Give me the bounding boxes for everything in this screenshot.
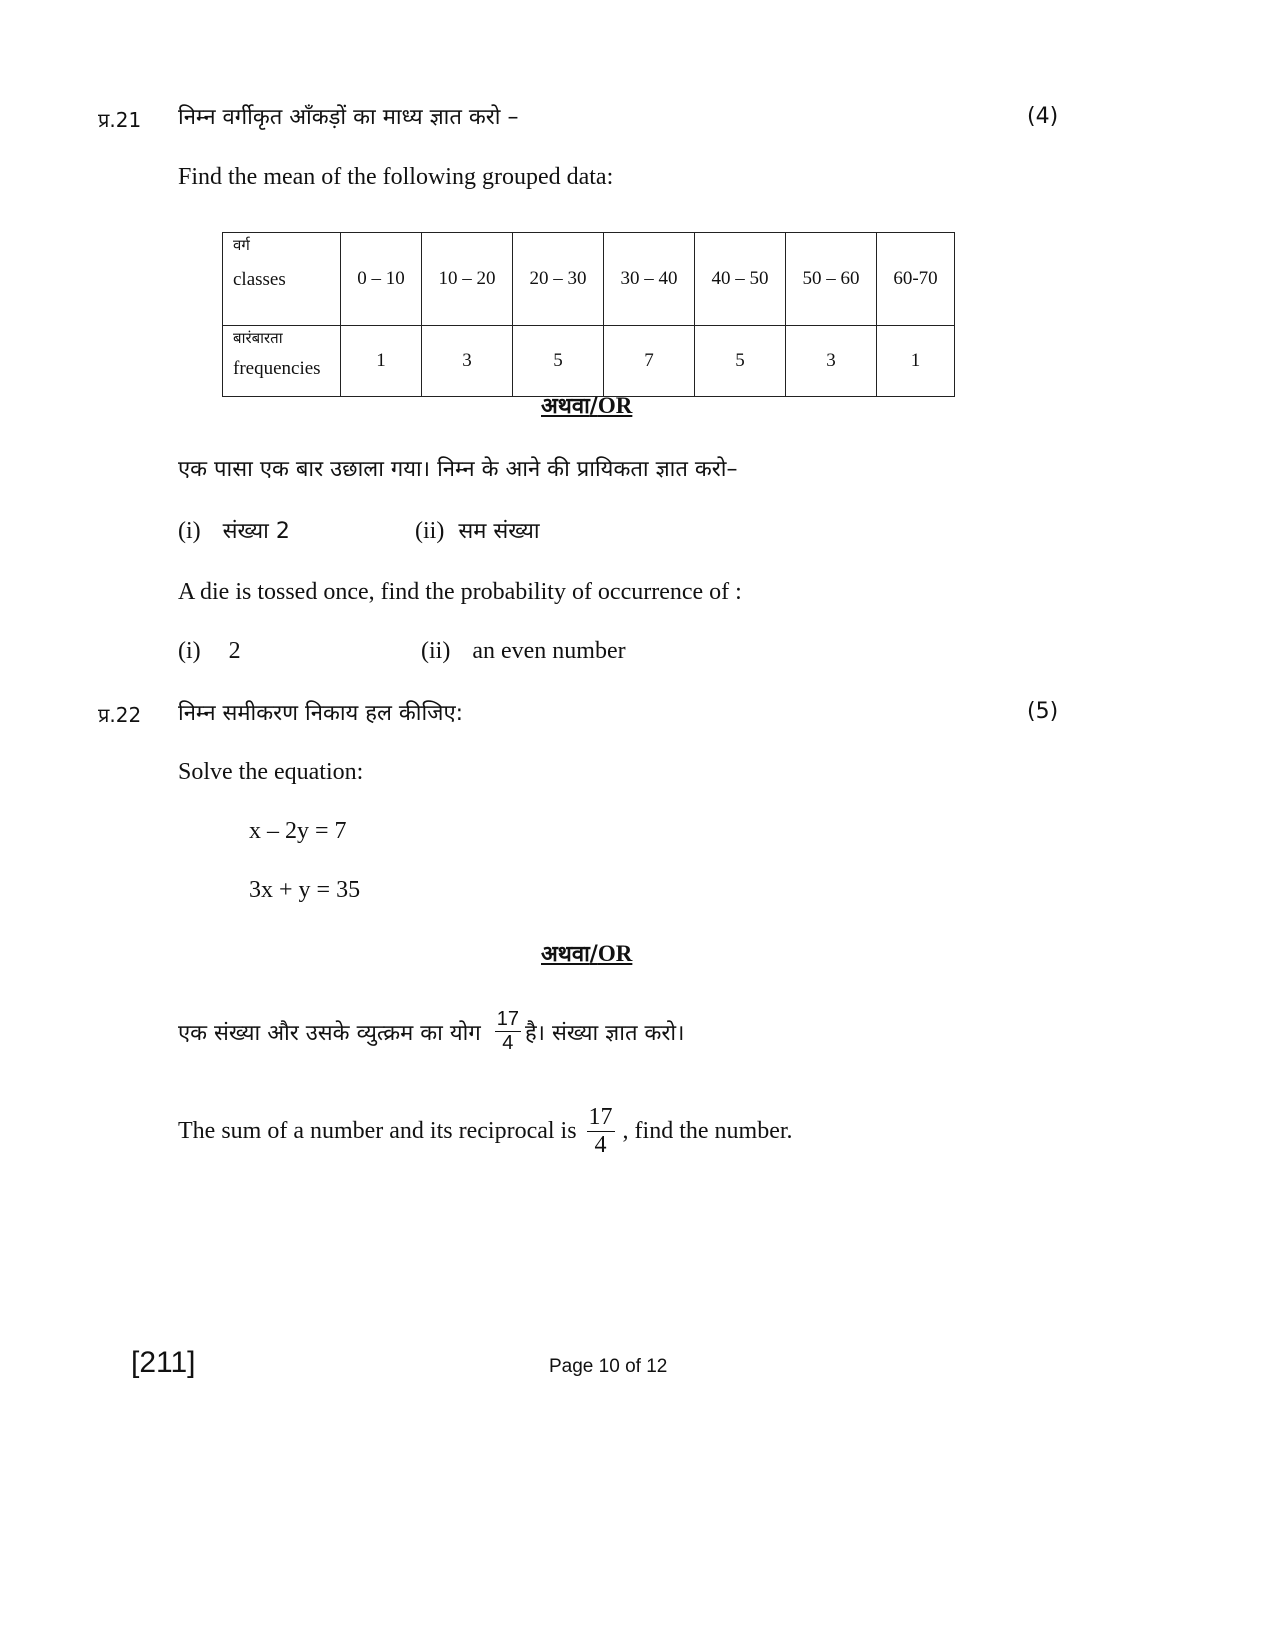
alt-hindi-after: है। संख्या ज्ञात करो। [524, 1020, 685, 1046]
frequencies-header-cell [223, 326, 341, 397]
q22-hindi-text: निम्न समीकरण निकाय हल कीजिए: [178, 701, 464, 726]
classes-header-cell [223, 233, 341, 326]
table-cell: 1 [877, 326, 955, 397]
q21-english-text: Find the mean of the following grouped data: [178, 164, 614, 190]
alt-english-after: , find the number. [622, 1118, 793, 1144]
option-label: (i) [178, 638, 201, 664]
or-hindi: अथवा [541, 942, 590, 967]
table-cell: 10 – 20 [422, 233, 513, 326]
q21-marks: (4) [1027, 104, 1059, 129]
table-row-classes [223, 233, 955, 326]
table-cell: 20 – 30 [513, 233, 604, 326]
q22-english-text: Solve the equation: [178, 759, 364, 785]
q21-alt-english-option-2 [421, 638, 626, 665]
page-number: Page 10 of 12 [549, 1356, 668, 1377]
q21-alt-english-option-1 [178, 638, 241, 665]
paper-code: [211] [131, 1346, 196, 1379]
q21-alt-hindi-text: एक पासा एक बार उछाला गया। निम्न के आने की प्रायिकता ज्ञात करो– [178, 457, 738, 482]
q21-alt-english-text: A die is tossed once, find the probability of occurrence of : [178, 579, 742, 605]
or-english: OR [597, 941, 633, 966]
or-divider-2 [541, 938, 632, 968]
table-cell: 1 [341, 326, 422, 397]
alt-english-before: The sum of a number and its reciprocal is [178, 1118, 577, 1144]
option-text: 2 [228, 638, 241, 664]
option-text: सम संख्या [458, 519, 540, 544]
fraction-17-over-4 [587, 1104, 615, 1159]
or-divider-1 [541, 390, 632, 420]
q22-marks: (5) [1027, 699, 1059, 724]
table-cell: 40 – 50 [695, 233, 786, 326]
table-cell: 3 [422, 326, 513, 397]
table-row-frequencies [223, 326, 955, 397]
or-separator: / [589, 394, 598, 419]
option-label: (i) [178, 518, 201, 544]
fraction-denominator: 4 [594, 1132, 607, 1158]
option-label: (ii) [415, 518, 445, 544]
table-cell: 0 – 10 [341, 233, 422, 326]
table-cell: 3 [786, 326, 877, 397]
frequencies-hindi-label: बारंबारता [233, 329, 283, 347]
fraction-numerator: 17 [496, 1008, 519, 1030]
fraction-17-over-4 [495, 1008, 521, 1055]
question-number-22: प्र.22 [98, 703, 142, 727]
fraction-denominator: 4 [502, 1032, 514, 1054]
table-cell: 60-70 [877, 233, 955, 326]
grouped-data-table [222, 232, 955, 397]
or-english: OR [597, 393, 633, 418]
option-label: (ii) [421, 638, 451, 664]
table-cell: 5 [513, 326, 604, 397]
table-cell: 30 – 40 [604, 233, 695, 326]
table-cell: 5 [695, 326, 786, 397]
question-number-21: प्र.21 [98, 108, 142, 132]
table-cell: 50 – 60 [786, 233, 877, 326]
q22-alt-english-line [178, 1104, 793, 1159]
q21-alt-hindi-option-2 [415, 515, 540, 545]
option-text: संख्या 2 [222, 519, 290, 544]
or-hindi: अथवा [541, 394, 590, 419]
equation-1: x – 2y = 7 [249, 818, 347, 844]
frequencies-english-label: frequencies [233, 358, 321, 379]
q21-alt-hindi-options [178, 515, 290, 545]
fraction-numerator: 17 [588, 1104, 613, 1130]
or-separator: / [589, 942, 598, 967]
classes-hindi-label: वर्ग [233, 236, 250, 254]
alt-hindi-before: एक संख्या और उसके व्युत्क्रम का योग [178, 1020, 481, 1046]
classes-english-label: classes [233, 269, 286, 290]
table-cell: 7 [604, 326, 695, 397]
equation-2: 3x + y = 35 [249, 877, 361, 903]
q21-hindi-text: निम्न वर्गीकृत आँकड़ों का माध्य ज्ञात करो – [178, 105, 519, 130]
q22-alt-hindi-line [178, 1008, 684, 1055]
option-text: an even number [472, 638, 626, 664]
